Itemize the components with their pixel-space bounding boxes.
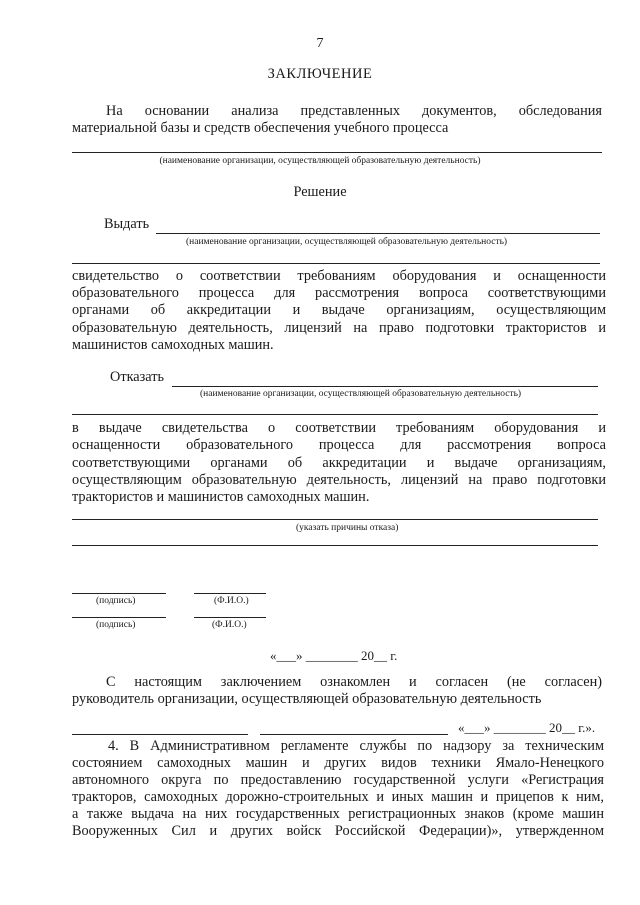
refuse-label: Отказать: [110, 369, 165, 385]
issue-caption: (наименование организации, осуществляющей образовательную деятельность): [186, 237, 508, 247]
ack-fio-line: [260, 734, 448, 735]
decision-date: «___» ________ 20__ г.: [270, 648, 398, 663]
issue-text-line: органами об аккредитации и выдаче организациям, осуществляющим: [72, 302, 606, 318]
item4-text-line: автономного округа по предоставлению государственной услуги «Регистрация: [72, 772, 604, 788]
intro-line-2: материальной базы и средств обеспечения учебного процесса: [72, 120, 449, 136]
fio-caption: (Ф.И.О.): [214, 596, 249, 606]
issue-text-line: образовательную деятельность, лицензий на право подготовки трактористов и: [72, 320, 606, 336]
issue-extra-line: [72, 263, 600, 264]
item4-text-line: тракторов, самоходных дорожно-строительных и иных машин и прицепов к ним,: [72, 789, 604, 805]
refuse-reason-line: [72, 519, 598, 520]
issue-text-line: свидетельство о соответствии требованиям оборудования и оснащенности: [72, 268, 606, 284]
refuse-caption: (наименование организации, осуществляющей образовательную деятельность): [200, 389, 522, 399]
fio-line: [194, 593, 266, 594]
refuse-org-line: [172, 386, 598, 387]
signature-line: [72, 593, 166, 594]
org-name-line: [72, 152, 602, 153]
refuse-extra-line: [72, 414, 598, 415]
signature-line: [72, 617, 166, 618]
issue-label: Выдать: [104, 216, 150, 232]
refuse-text-line: осуществляющим образовательную деятельность, лицензий на право подготовки: [72, 472, 606, 488]
ack-signature-line: [72, 734, 248, 735]
page-number: 7: [316, 36, 324, 51]
issue-text-line-last: машинистов самоходных машин.: [72, 337, 274, 353]
item4-text-line: Вооруженных Сил и других войск Российской Федерации)», утвержденном: [72, 823, 604, 839]
intro-line-1: На основании анализа представленных документов, обследования: [106, 103, 602, 119]
refuse-reason-line-2: [72, 545, 598, 546]
item4-text-line: 4. В Административном регламенте службы по надзору за техническим: [108, 738, 604, 754]
issue-org-line: [156, 233, 600, 234]
refuse-text-line: в выдаче свидетельства о соответствии требованиям оборудования и: [72, 420, 606, 436]
refuse-text-line: соответствующими органами об аккредитации и выдаче организациям,: [72, 455, 606, 471]
ack-line-2: руководитель организации, осуществляющей образовательную деятельность: [72, 691, 542, 707]
issue-text-line: образовательного процесса для рассмотрения вопроса соответствующими: [72, 285, 606, 301]
signature-caption: (подпись): [96, 596, 136, 606]
document-title: ЗАКЛЮЧЕНИЕ: [267, 66, 373, 82]
org-name-caption: (наименование организации, осуществляющей образовательную деятельность): [159, 156, 481, 166]
ack-line-1: С настоящим заключением ознакомлен и согласен (не согласен): [106, 674, 602, 690]
refuse-text-line-last: трактористов и машинистов самоходных машин.: [72, 489, 370, 505]
refuse-text-line: оснащенности образовательного процесса для рассмотрения вопроса: [72, 437, 606, 453]
item4-text-line: а также выдача на них государственных регистрационных знаков (кроме машин: [72, 806, 604, 822]
signature-caption: (подпись): [96, 620, 136, 630]
item4-text-line: состоянием самоходных машин и других видов техники Ямало-Ненецкого: [72, 755, 604, 771]
refuse-reason-caption: (указать причины отказа): [296, 523, 399, 533]
fio-caption: (Ф.И.О.): [212, 620, 247, 630]
fio-line: [194, 617, 266, 618]
decision-heading: Решение: [293, 184, 347, 200]
ack-date: «___» ________ 20__ г.».: [458, 720, 596, 735]
